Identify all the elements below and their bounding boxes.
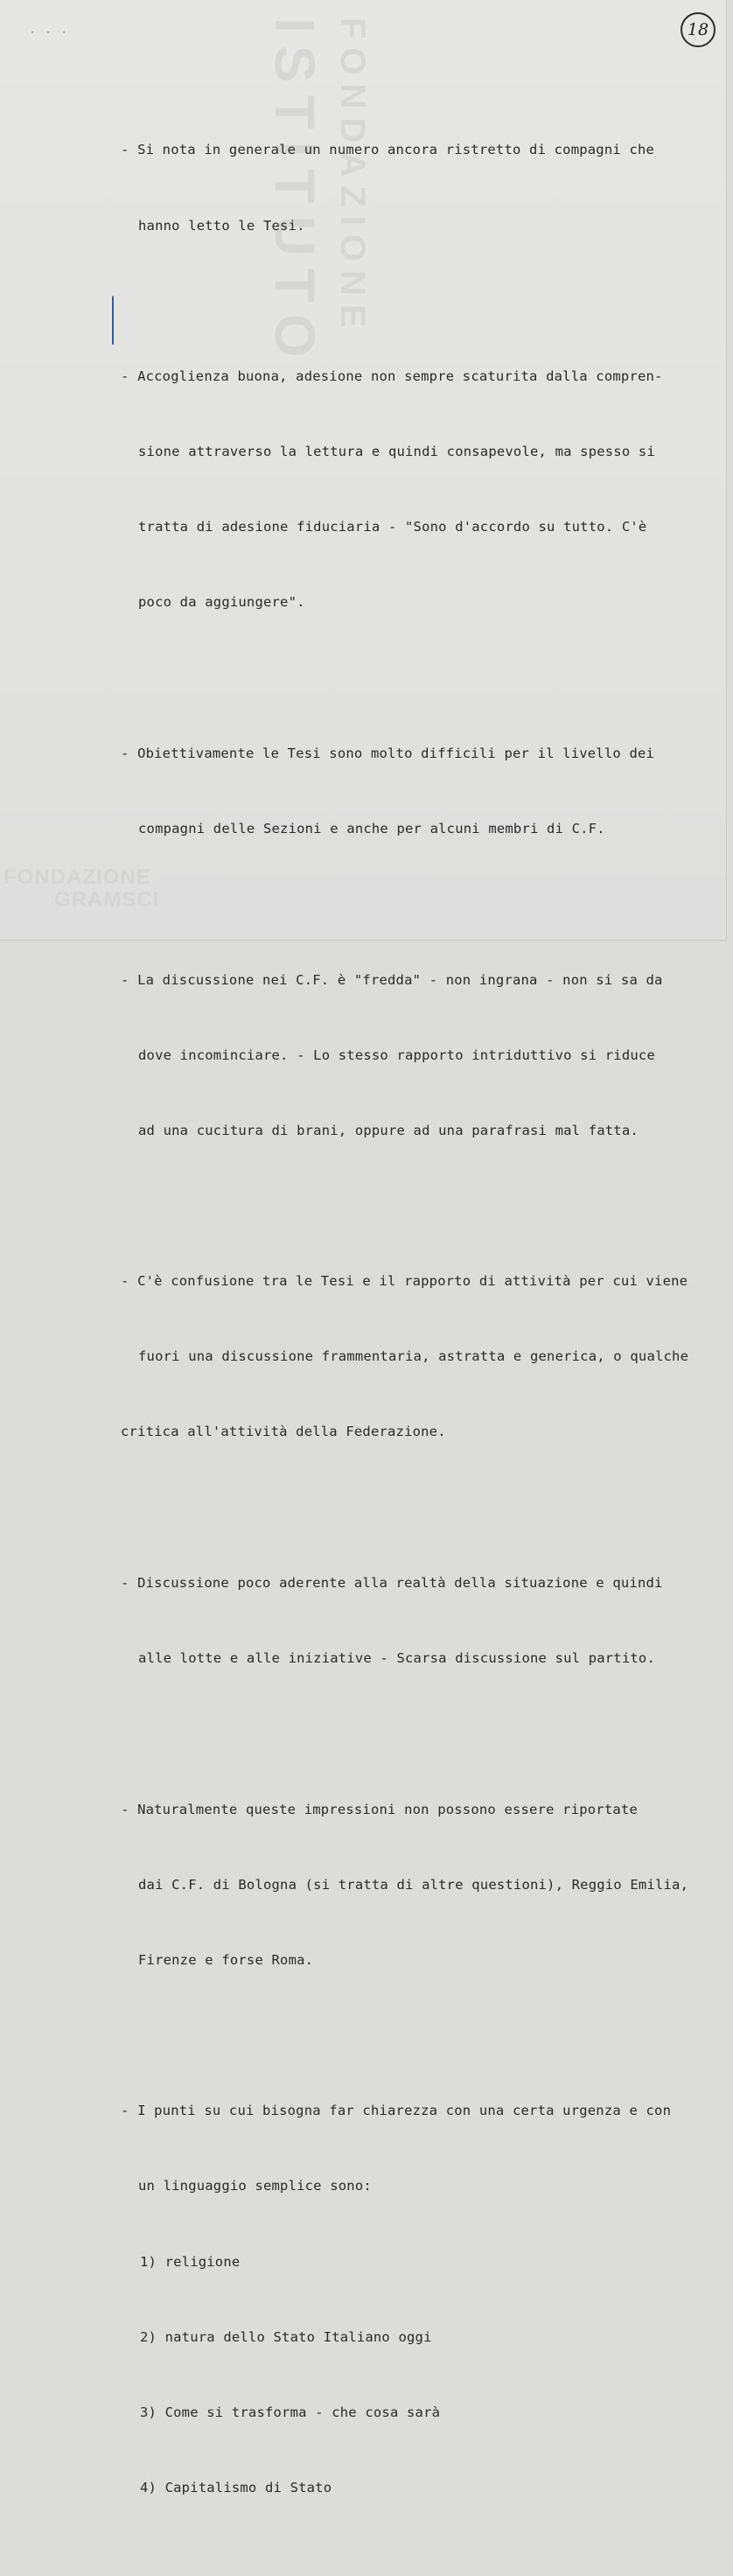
logo-line-1: FONDAZIONE [3,865,151,889]
paragraph-line: - Obiettivamente le Tesi sono molto difficili per il livello dei [121,745,655,761]
paragraph-line: dove incominciare. - Lo stesso rapporto intriduttivo si riduce [138,1046,655,1063]
paragraph [121,88,698,289]
paragraph-line: hanno letto le Tesi. [138,217,305,234]
paragraph [121,314,698,666]
list-item: 3) Come si trasforma - che cosa sarà [140,2404,441,2420]
paragraph-line: critica all'attività della Federazione. [121,1424,446,1440]
margin-pen-mark [112,296,116,345]
watermark-vertical-text-2: FONDAZIONE [333,18,372,337]
paragraph [121,1521,698,1722]
fondazione-gramsci-watermark-logo [3,866,159,912]
paragraph [121,690,698,892]
paragraph-line: un linguaggio semplice sono: [138,2178,372,2194]
list-item: 4) Capitalismo di Stato [140,2479,332,2496]
list-item: 2) natura dello Stato Italiano oggi [140,2328,432,2345]
typed-text-body [121,88,698,2576]
paragraph-line: fuori una discussione frammentaria, astratta e generica, o qualche [138,1348,689,1365]
paragraph-line: tratta di adesione fiduciaria - "Sono d'accordo su tutto. C'è [138,519,647,536]
paragraph-line: poco da aggiungere". [138,594,305,611]
paragraph-line: sione attraverso la lettura e quindi consapevole, ma spesso si [138,444,655,460]
paragraph-line: - Accoglienza buona, adesione non sempre scaturita dalla compren- [121,368,663,385]
paragraph [121,1219,698,1495]
logo-line-2: GRAMSCI [54,888,160,912]
paragraph [121,917,698,1194]
paragraph [121,2048,698,2551]
watermark-vertical-text: ISTITUTO [263,18,326,370]
paragraph-line: - Naturalmente queste impressioni non possono essere riportate [121,1801,638,1817]
paragraph-line: dai C.F. di Bologna (si tratta di altre questioni), Reggio Emilia, [138,1876,689,1893]
paragraph-line: - I punti su cui bisogna far chiarezza con una certa urgenza e con [121,2103,672,2119]
paragraph [121,1746,698,2023]
ink-specks: · · · [30,28,70,38]
paragraph-line: - La discussione nei C.F. è "fredda" - non ingrana - non si sa da [121,971,663,988]
paragraph-line: Firenze e forse Roma. [138,1951,314,1968]
paragraph-line: - Discussione poco aderente alla realtà della situazione e quindi [121,1574,663,1591]
list-item: 1) religione [140,2253,241,2270]
paragraph-line: compagni delle Sezioni e anche per alcuni membri di C.F. [138,820,605,836]
paragraph-line: - C'è confusione tra le Tesi e il rapporto di attività per cui viene [121,1273,688,1290]
paragraph-line: alle lotte e alle iniziative - Scarsa discussione sul partito. [138,1650,655,1667]
page-number: 18 [681,12,716,47]
paragraph-line: - Si nota in generale un numero ancora ristretto di compagni che [121,142,655,158]
paragraph-line: ad una cucitura di brani, oppure ad una parafrasi mal fatta. [138,1122,639,1138]
